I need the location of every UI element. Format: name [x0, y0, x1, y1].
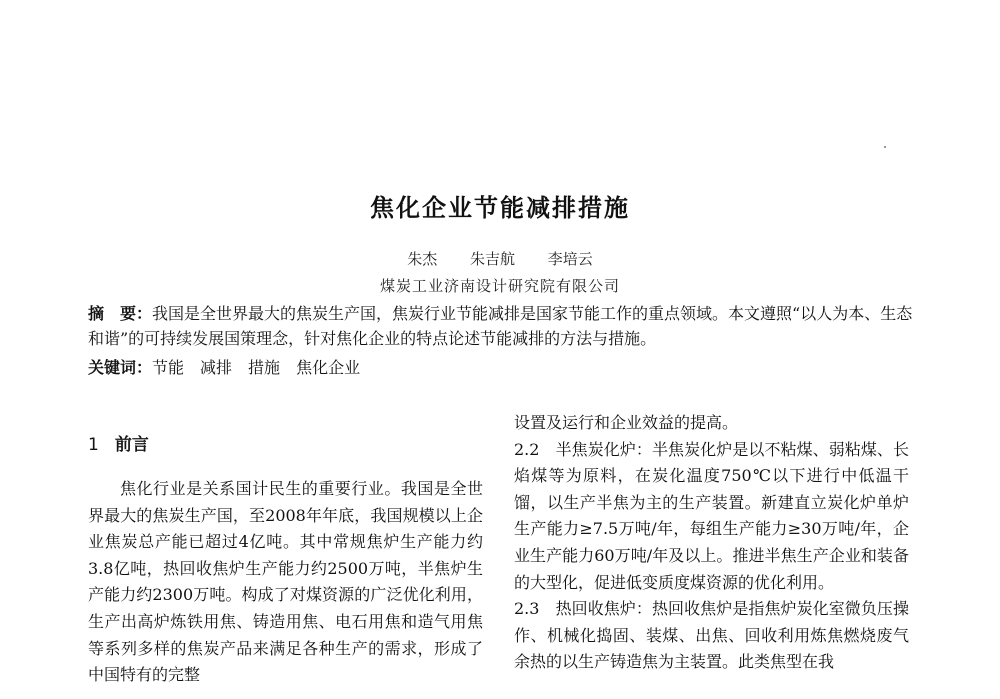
author-name: 李培云 [547, 250, 593, 268]
body-paragraph: 设置及运行和企业效益的提高。 [514, 413, 739, 432]
section-number: 1 [88, 435, 99, 455]
right-column [514, 410, 909, 676]
left-column [88, 476, 483, 689]
paper-title: 焦化企业节能减排措施 [370, 194, 630, 222]
keywords [88, 355, 914, 380]
subsection-text: 热回收焦炉是指焦炉炭化室微负压操作、机械化捣固、装煤、出焦、回收利用炼焦燃烧废气余热的以生产铸造焦为主装置。此类焦型在我 [514, 599, 909, 672]
affiliation: 煤炭工业济南设计研究院有限公司 [379, 277, 620, 295]
keyword: 减排 [200, 358, 233, 377]
keyword: 措施 [248, 358, 281, 377]
abstract-label: 摘 要： [88, 304, 153, 323]
keyword: 节能 [152, 358, 185, 377]
section-title: 前言 [114, 435, 149, 455]
author-name: 朱杰 [407, 250, 438, 268]
author-list [0, 248, 1000, 269]
subsection-2-2 [514, 437, 909, 597]
subsection-heading: 2.2 半焦炭化炉： [514, 439, 652, 459]
abstract [88, 301, 914, 351]
keyword: 焦化企业 [296, 358, 361, 377]
abstract-text: 我国是全世界最大的焦炭生产国，焦炭行业节能减排是国家节能工作的重点领域。本文遵照“以人为本、生态和谐”的可持续发展国策理念，针对焦化企业的特点论述节能减排的方法与措施。 [88, 304, 913, 348]
subsection-heading: 2.3 热回收焦炉： [514, 599, 652, 619]
section-heading [88, 430, 149, 455]
subsection-2-3 [514, 596, 909, 676]
subsection-text: 半焦炭化炉是以不粘煤、弱粘煤、长焰煤等为原料，在炭化温度750℃以下进行中低温干馏，以生产半焦为主的生产装置。新建直立炭化炉单炉生产能力≥7.5万吨/年，每组生产能力≥30万吨/年，企业生产能力60万吨/年及以上。推进半焦生产企业和装备的大型化，促进低变质度煤资源的优化利用。 [514, 439, 909, 592]
author-name: 朱吉航 [469, 250, 515, 268]
body-paragraph: 焦化行业是关系国计民生的重要行业。我国是全世界最大的焦炭生产国，至2008年年底，我国规模以上企业焦炭总产能已超过4亿吨。其中常规焦炉生产能力约3.8亿吨，热回收焦炉生产能力约2500万吨，半焦炉生产能力约2300万吨。构成了对煤资源的广泛优化利用，生产出高炉炼铁用焦、铸造用焦、电石用焦和造气用焦等系列多样的焦炭产品来满足各种生产的需求，形成了中国特有的完整 [88, 479, 483, 685]
keywords-label: 关键词： [88, 358, 153, 377]
scan-speck [884, 146, 886, 148]
